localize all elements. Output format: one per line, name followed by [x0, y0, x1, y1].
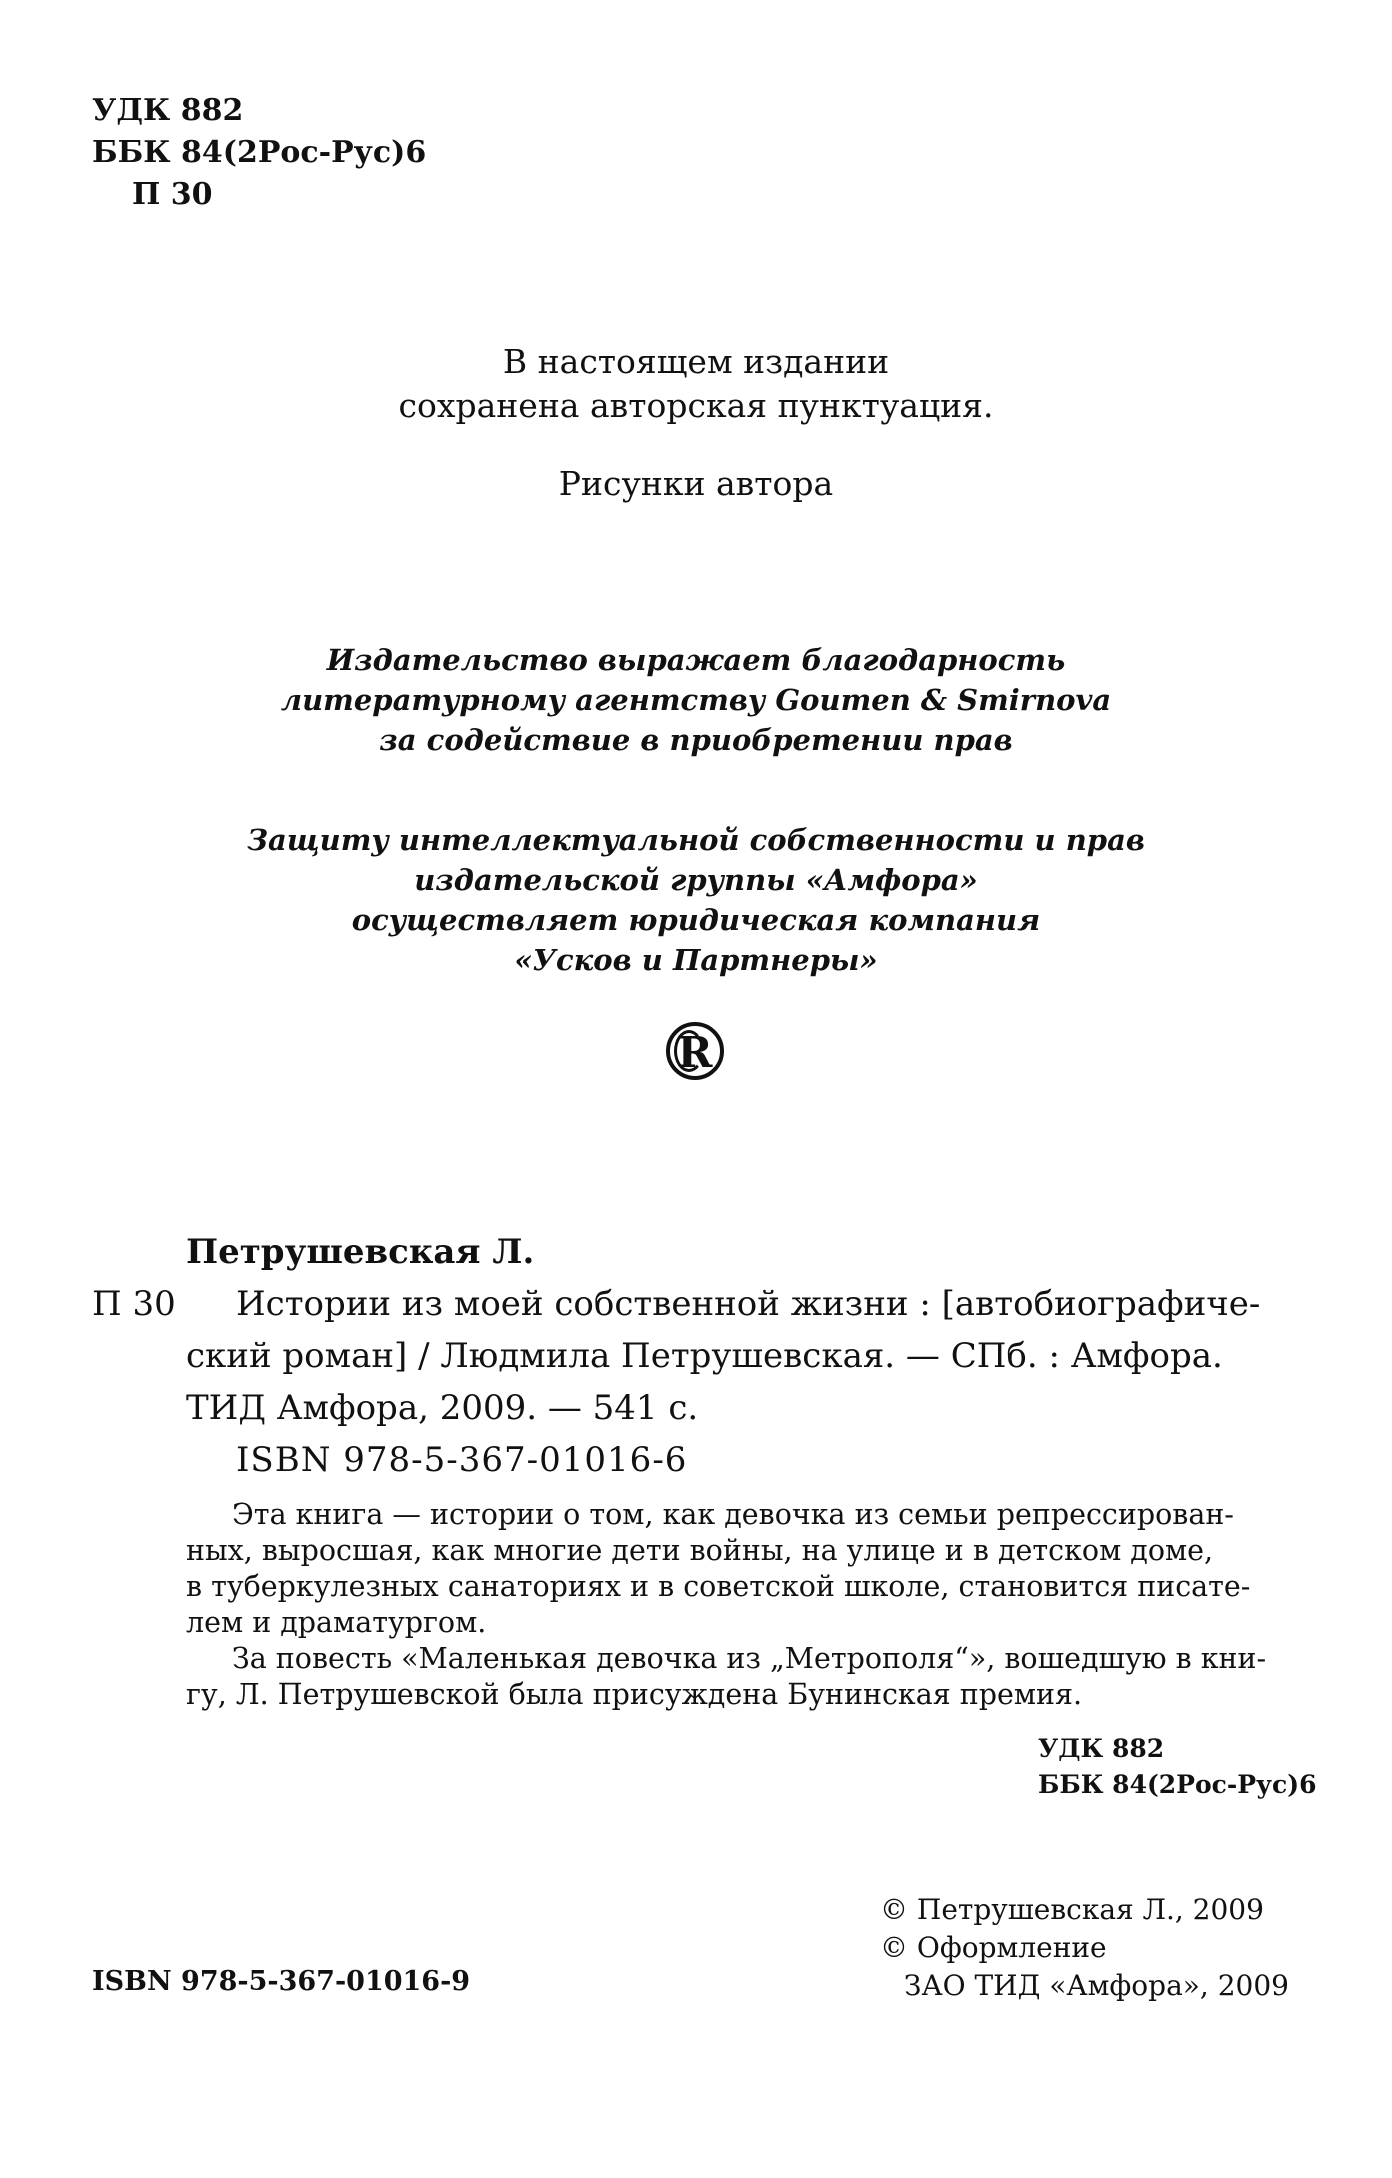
footer-isbn: ISBN 978-5-367-01016-9	[92, 1966, 471, 1997]
annotation-line-4: лем и драматургом.	[186, 1606, 487, 1639]
copyright-design: © Оформление	[880, 1931, 1107, 1964]
annotation-line-2: ных, выросшая, как многие дети войны, на улице и в детском доме,	[186, 1534, 1214, 1567]
annotation-line-3: в туберкулезных санаториях и в советской школе, становится писате-	[186, 1570, 1251, 1603]
punctuation-note-line-2: сохранена авторская пунктуация.	[398, 386, 994, 425]
bbk-code: ББК 84(2Рос-Рус)6	[92, 135, 427, 170]
annotation-line-5: За повесть «Маленькая девочка из „Метрополя“», вошедшую в кни-	[232, 1642, 1267, 1675]
copyright-registered-mark-icon: R	[666, 1022, 724, 1080]
thanks-line-2: литературному агентству Goumen & Smirnova	[280, 683, 1112, 717]
legal-line-4: «Усков и Партнеры»	[514, 943, 878, 977]
card-isbn: ISBN 978-5-367-01016-6	[236, 1440, 688, 1480]
card-author: Петрушевская Л.	[186, 1232, 535, 1272]
drawings-note: Рисунки автора	[558, 464, 834, 503]
author-sign-code: П 30	[132, 177, 213, 212]
annotation-line-1: Эта книга — истории о том, как девочка из семьи репрессирован-	[232, 1498, 1234, 1531]
card-bib-line-1: Истории из моей собственной жизни : [автобиографиче-	[236, 1284, 1261, 1324]
copyright-author: © Петрушевская Л., 2009	[880, 1893, 1264, 1926]
legal-line-1: Защиту интеллектуальной собственности и прав	[247, 823, 1145, 857]
annotation-line-6: гу, Л. Петрушевской была присуждена Бунинская премия.	[186, 1678, 1083, 1711]
card-code: П 30	[92, 1284, 176, 1324]
legal-line-3: осуществляет юридическая компания	[351, 903, 1041, 937]
thanks-line-3: за содействие в приобретении прав	[379, 723, 1013, 757]
card-bib-line-2: ский роман] / Людмила Петрушевская. — СПб. : Амфора.	[186, 1336, 1223, 1376]
thanks-line-1: Издательство выражает благодарность	[326, 643, 1066, 677]
punctuation-note-line-1: В настоящем издании	[502, 342, 890, 381]
copyright-publisher: ЗАО ТИД «Амфора», 2009	[904, 1969, 1289, 2002]
card-bbk: ББК 84(2Рос-Рус)6	[1038, 1770, 1317, 1799]
legal-line-2: издательской группы «Амфора»	[414, 863, 978, 897]
card-udk: УДК 882	[1038, 1734, 1165, 1763]
card-bib-line-3: ТИД Амфора, 2009. — 541 с.	[186, 1388, 699, 1428]
udk-code: УДК 882	[92, 93, 244, 128]
